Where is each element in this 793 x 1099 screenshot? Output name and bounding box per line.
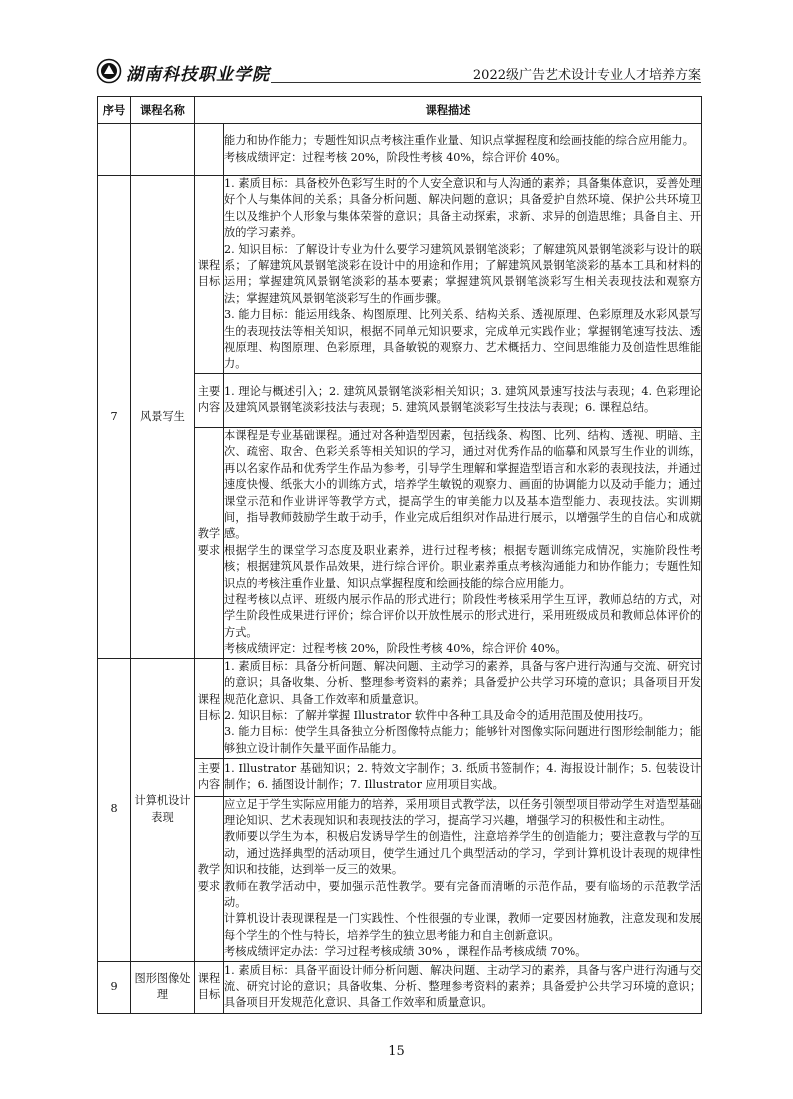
objectives-cell [224, 658, 702, 758]
page-header [96, 58, 701, 86]
table-row [98, 176, 702, 374]
requirement-item: 教师在教学活动中，要加强示范性教学。要有完备而清晰的示范作品，要有临场的示范教学活动。 [224, 879, 702, 909]
objective-item: 1. 素质目标：具备校外色彩写生时的个人安全意识和与人沟通的素养；具备集体意识，妥善处理好个人与集体间的关系；具备分析问题、解决问题的意识；具备爱护自然环境、保护公共环境卫生以及维护个人形象与集体荣誉的意识；具备主动探索，求新、求异的创造思维；具备自主、开放的学习素养。 [224, 177, 702, 240]
content-cell [224, 373, 702, 427]
requirement-item: 计算机设计表现课程是一门实践性、个性很强的专业课，教师一定要因材施教，注意发现和发展每个学生的个性与特长，培养学生的独立思考能力和自主创新意识。 [224, 912, 702, 942]
school-name: 湖南科技职业学院 [126, 65, 270, 85]
requirements-cell [224, 427, 702, 658]
header-rule [271, 82, 701, 83]
cont-text: 能力和协作能力；专题性知识点考核注重作业量、知识点掌握程度和绘画技能的综合应用能力。 [224, 134, 694, 148]
cont-text: 考核成绩评定：过程考核 20%，阶段性考核 40%，综合评价 40%。 [224, 150, 567, 164]
table-row [98, 658, 702, 758]
content-label: 主要内容 [195, 373, 224, 427]
objectives-cell [224, 961, 702, 1013]
course-number: 8 [98, 658, 131, 961]
requirement-item: 应立足于学生实际应用能力的培养，采用项目式教学法，以任务引领型项目带动学生对造型基础理论知识、艺术表现知识和表现技法的学习，提高学习兴趣，增强学习的积极性和主动性。 [224, 797, 702, 827]
objective-item: 3. 能力目标：能运用线条、构图原理、比列关系、结构关系、透视原理、色彩原理及水彩风景写生的表现技法等相关知识，根据不同单元知识要求，完成单元实践作业；掌握钢笔速写技法、透视原理、构图原理、色彩原理，具备敏锐的观察力、艺术概括力、空间思维能力及创造性思维能力。 [224, 308, 702, 371]
course-number: 9 [98, 961, 131, 1013]
requirement-item: 考核成绩评定：过程考核 20%，阶段性考核 40%，综合评价 40%。 [224, 642, 567, 656]
requirement-item: 考核成绩评定办法：学习过程考核成绩 30% ，课程作品考核成绩 70%。 [224, 945, 587, 959]
table-row [98, 124, 702, 176]
cont-name-cell [131, 124, 195, 176]
course-name: 计算机设计表现 [131, 658, 195, 961]
requirement-item: 教师要以学生为本，积极启发诱导学生的创造性，注意培养学生的创造能力；要注意教与学的互动，通过选择典型的活动项目，使学生通过几个典型活动的学习，学到计算机设计表现的规律性知识和技能，达到举一反三的效果。 [224, 830, 702, 877]
content-text: 1. 理论与概述引入；2. 建筑风景钢笔淡彩相关知识；3. 建筑风景速写技法与表现；4. 色彩理论及建筑风景钢笔淡彩技法与表现；5. 建筑风景钢笔淡彩写生技法与表现；6. 课程总结。 [224, 384, 702, 415]
objective-item: 2. 知识目标：了解设计专业为什么要学习建筑风景钢笔淡彩；了解建筑风景钢笔淡彩与设计的联系；了解建筑风景钢笔淡彩在设计中的用途和作用；了解建筑风景钢笔淡彩的基本工具和材料的运用；掌握建筑风景钢笔淡彩的基本要素；掌握建筑风景钢笔淡彩写生相关表现技法和观察方法；掌握建筑风景钢笔淡彩写生的作画步骤。 [224, 242, 702, 305]
objectives-label: 课程目标 [195, 176, 224, 374]
table-header-row [98, 97, 702, 124]
content-label: 主要内容 [195, 758, 224, 796]
content-cell [224, 758, 702, 796]
course-name: 风景写生 [131, 176, 195, 659]
requirements-label: 教学要求 [195, 796, 224, 961]
header-desc: 课程描述 [195, 97, 702, 124]
requirement-item: 过程考核以点评、班级内展示作品的形式进行；阶段性考核采用学生互评，教师总结的方式，对学生阶段性成果进行评价；综合评价以开放性展示的形式进行，采用班级成员和教师总体评价的方式。 [224, 592, 702, 639]
cont-desc-cell [224, 124, 702, 176]
cont-sub-cell [195, 124, 224, 176]
cont-num-cell [98, 124, 131, 176]
requirement-item: 本课程是专业基础课程。通过对各种造型因素，包括线条、构图、比列、结构、透视、明暗、主次、疏密、取舍、色彩关系等相关知识的学习，通过对优秀作品的临摹和风景写生作业的训练，再以名家作品和优秀学生作品为参考，引导学生理解和掌握造型语言和水彩的表现技法，并通过速度快慢、纸张大小的训练方式，培养学生敏锐的观察力、画面的协调能力以及动手能力；通过课堂示范和作业讲评等教学方式，提高学生的审美能力以及基本造型能力、表现技法。实训期间，指导教师鼓励学生敢于动手，作业完成后组织对作品进行展示，以增强学生的自信心和成就感。 [224, 428, 702, 541]
header-name: 课程名称 [131, 97, 195, 124]
content-text: 1. Illustrator 基础知识；2. 特效文字制作；3. 纸质书签制作；4. 海报设计制作；5. 包装设计制作；6. 插图设计制作；7. Illustrator 应用项目实战。 [224, 761, 702, 792]
course-table [97, 96, 702, 1014]
objective-item: 1. 素质目标：具备平面设计师分析问题、解决问题、主动学习的素养，具备与客户进行沟通与交流、研究讨论的意识；具备收集、分析、整理参考资料的素养；具备爱护公共学习环境的意识；具备项目开发规范化意识、具备工作效率和质量意识。 [224, 963, 702, 1010]
document-title: 2022级广告艺术设计专业人才培养方案 [472, 68, 701, 83]
objective-item: 3. 能力目标：使学生具备独立分析图像特点能力；能够针对图像实际问题进行图形绘制能力；能够独立设计制作矢量平面作品能力。 [224, 725, 702, 755]
table-row [98, 961, 702, 1013]
objective-item: 2. 知识目标：了解并掌握 Illustrator 软件中各种工具及命令的适用范围及使用技巧。 [224, 709, 650, 723]
objective-item: 1. 素质目标：具备分析问题、解决问题、主动学习的素养，具备与客户进行沟通与交流、研究讨的意识；具备收集、分析、整理参考资料的素养；具备爱护公共学习环境的意识；具备项目开发规范化意识、具备工作效率和质量意识。 [224, 659, 702, 706]
header-num: 序号 [98, 97, 131, 124]
school-logo-icon [96, 58, 122, 84]
page-number: 15 [388, 1044, 405, 1059]
objectives-label: 课程目标 [195, 961, 224, 1013]
requirement-item: 根据学生的课堂学习态度及职业素养，进行过程考核；根据专题训练完成情况，实施阶段性考核；根据建筑风景作品效果，进行综合评价。职业素养重点考核沟通能力和协作能力；专题性知识点的考核注重作业量、知识点掌握程度和绘画技能的综合应用能力。 [224, 543, 702, 590]
requirements-cell [224, 796, 702, 961]
objectives-cell [224, 176, 702, 374]
course-number: 7 [98, 176, 131, 659]
objectives-label: 课程目标 [195, 658, 224, 758]
course-name: 图形图像处理 [131, 961, 195, 1013]
requirements-label: 教学要求 [195, 427, 224, 658]
